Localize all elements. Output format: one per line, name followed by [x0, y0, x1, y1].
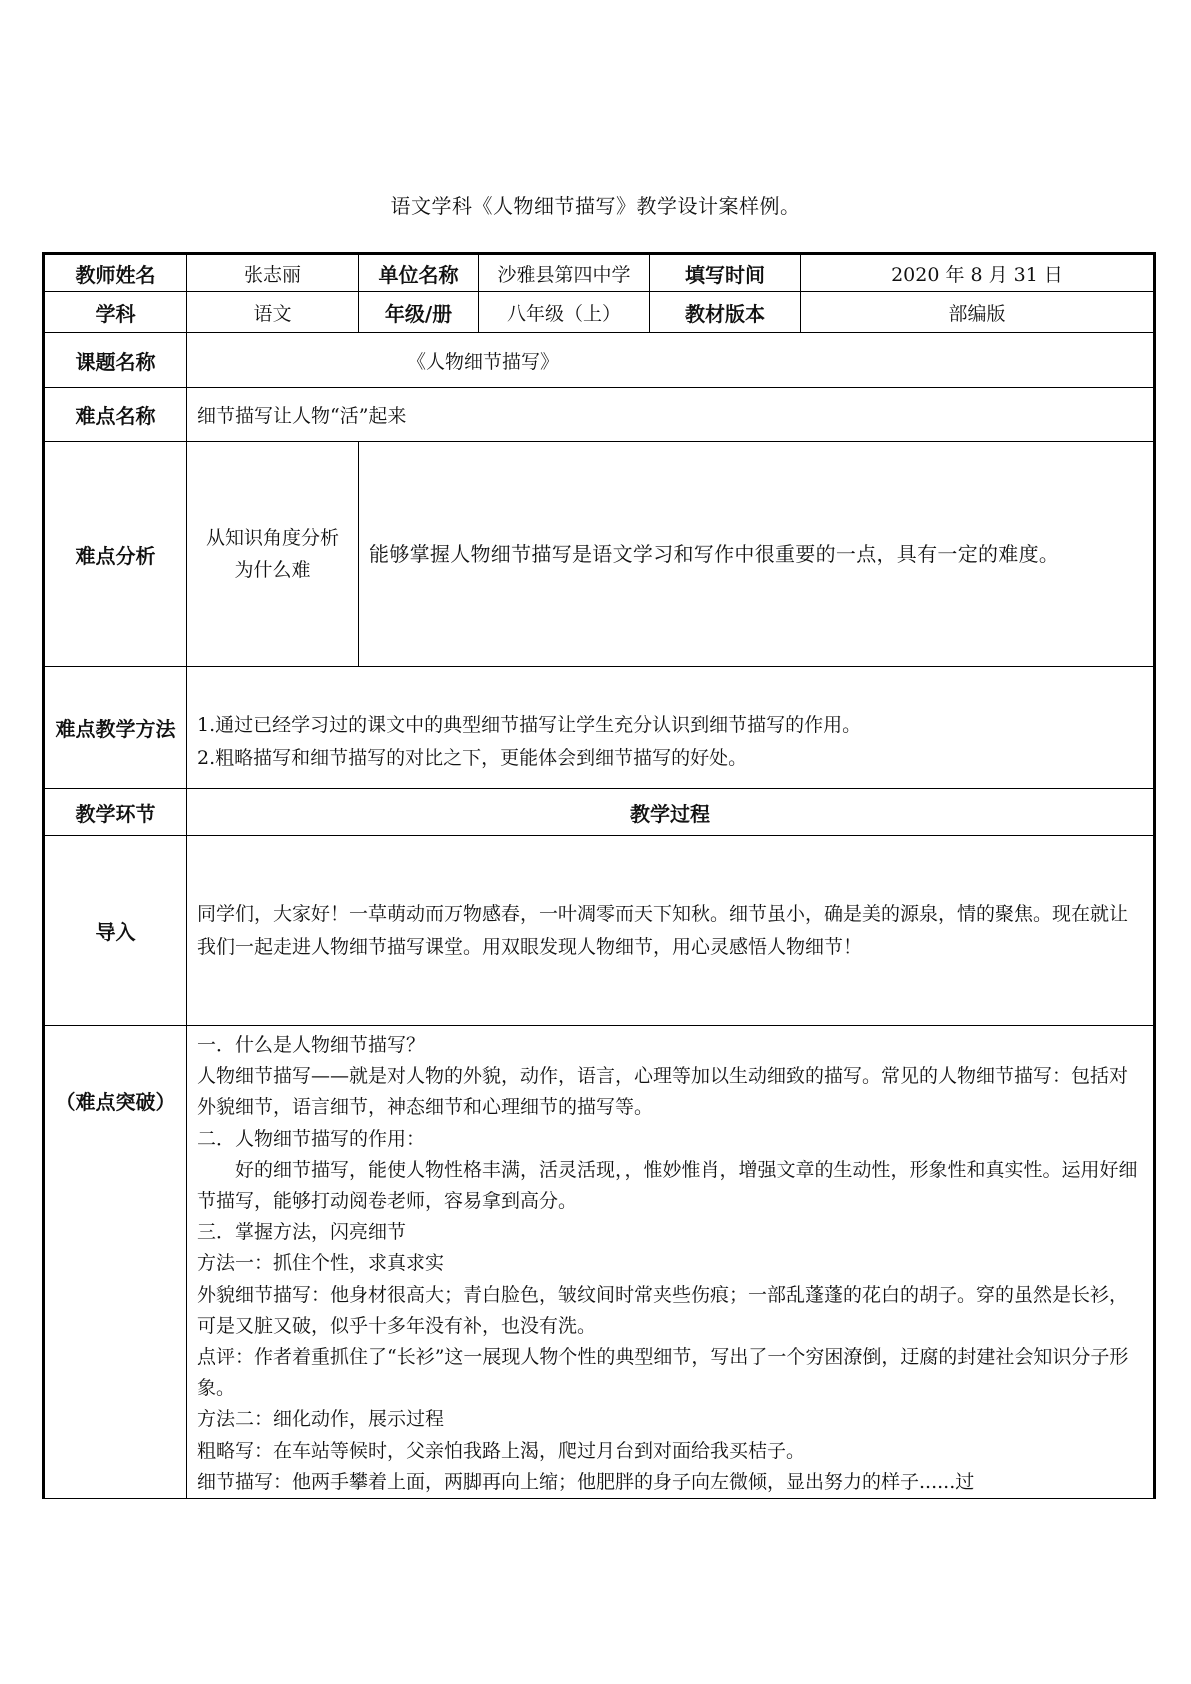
breakthrough-heading-2: 二．人物细节描写的作用： — [197, 1127, 426, 1150]
teacher-value: 张志丽 — [187, 254, 359, 292]
topic-label: 课题名称 — [44, 333, 187, 388]
process-header: 教学过程 — [187, 789, 1155, 836]
breakthrough-label: （难点突破） — [44, 1026, 187, 1499]
date-value: 2020 年 8 月 31 日 — [801, 254, 1155, 292]
row-analysis — [44, 442, 1155, 667]
teacher-label: 教师姓名 — [44, 254, 187, 292]
row-teacher — [44, 254, 1155, 292]
breakthrough-heading-1: 一．什么是人物细节描写？ — [197, 1034, 426, 1056]
analysis-label: 难点分析 — [44, 442, 187, 667]
lesson-plan-table — [42, 252, 1156, 1499]
row-intro — [44, 836, 1155, 1026]
row-topic — [44, 333, 1155, 388]
breakthrough-effect: 好的细节描写，能使人物性格丰满，活灵活现，，惟妙惟肖，增强文章的生动性，形象性和真实性。运用好细节描写，能够打动阅卷老师，容易拿到高分。 — [197, 1158, 1138, 1213]
row-breakthrough — [44, 1026, 1155, 1499]
row-subject — [44, 292, 1155, 333]
document-title: 语文学科《人物细节描写》教学设计案样例。 — [390, 194, 801, 218]
difficulty-value: 细节描写让人物“活”起来 — [187, 388, 1155, 442]
breakthrough-comment: 点评：作者着重抓住了“长衫”这一展现人物个性的典型细节，写出了一个穷困潦倒，迂腐的封建社会知识分子形象。 — [197, 1346, 1129, 1400]
stage-header: 教学环节 — [44, 789, 187, 836]
method-text — [187, 667, 1155, 789]
unit-label: 单位名称 — [359, 254, 479, 292]
method-line-1: 1.通过已经学习过的课文中的典型细节描写让学生充分认识到细节描写的作用。 — [197, 714, 862, 736]
intro-text: 同学们，大家好！一草萌动而万物感春，一叶凋零而天下知秋。细节虽小，确是美的源泉，情的聚焦。现在就让我们一起走进人物细节描写课堂。用双眼发现人物细节，用心灵感悟人物细节！ — [187, 836, 1155, 1026]
method-line-2: 2.粗略描写和细节描写的对比之下，更能体会到细节描写的好处。 — [197, 747, 748, 769]
unit-value: 沙雅县第四中学 — [479, 254, 650, 292]
breakthrough-method-2: 方法二：细化动作，展示过程 — [197, 1408, 445, 1431]
edition-value: 部编版 — [801, 292, 1155, 333]
breakthrough-appearance-example: 外貌细节描写：他身材很高大；青白脸色，皱纹间时常夹些伤痕；一部乱蓬蓬的花白的胡子。穿的虽然是长衫，可是又脏又破，似乎十多年没有补，也没有洗。 — [197, 1283, 1129, 1337]
breakthrough-method-1: 方法一：抓住个性，求真求实 — [197, 1252, 445, 1275]
topic-value: 《人物细节描写》 — [187, 333, 1155, 388]
breakthrough-detail-example: 细节描写：他两手攀着上面，两脚再向上缩；他肥胖的身子向左微倾，显出努力的样子......过 — [197, 1470, 975, 1493]
breakthrough-definition: 人物细节描写——就是对人物的外貌，动作，语言，心理等加以生动细致的描写。常见的人物细节描写：包括对外貌细节，语言细节，神态细节和心理细节的描写等。 — [197, 1065, 1129, 1119]
breakthrough-content — [187, 1026, 1155, 1499]
row-process-header — [44, 789, 1155, 836]
intro-label: 导入 — [44, 836, 187, 1026]
breakthrough-rough-example: 粗略写：在车站等候时，父亲怕我路上渴，爬过月台到对面给我买桔子。 — [197, 1439, 806, 1462]
method-label: 难点教学方法 — [44, 667, 187, 789]
date-label: 填写时间 — [650, 254, 801, 292]
subject-label: 学科 — [44, 292, 187, 333]
lesson-plan-form — [42, 252, 1153, 1499]
grade-value: 八年级（上） — [479, 292, 650, 333]
grade-label: 年级/册 — [359, 292, 479, 333]
row-method — [44, 667, 1155, 789]
edition-label: 教材版本 — [650, 292, 801, 333]
analysis-text: 能够掌握人物细节描写是语文学习和写作中很重要的一点，具有一定的难度。 — [359, 442, 1155, 667]
subject-value: 语文 — [187, 292, 359, 333]
analysis-sub-label: 从知识角度分析为什么难 — [187, 442, 359, 667]
row-difficulty — [44, 388, 1155, 442]
breakthrough-heading-3: 三．掌握方法，闪亮细节 — [197, 1221, 407, 1244]
difficulty-label: 难点名称 — [44, 388, 187, 442]
